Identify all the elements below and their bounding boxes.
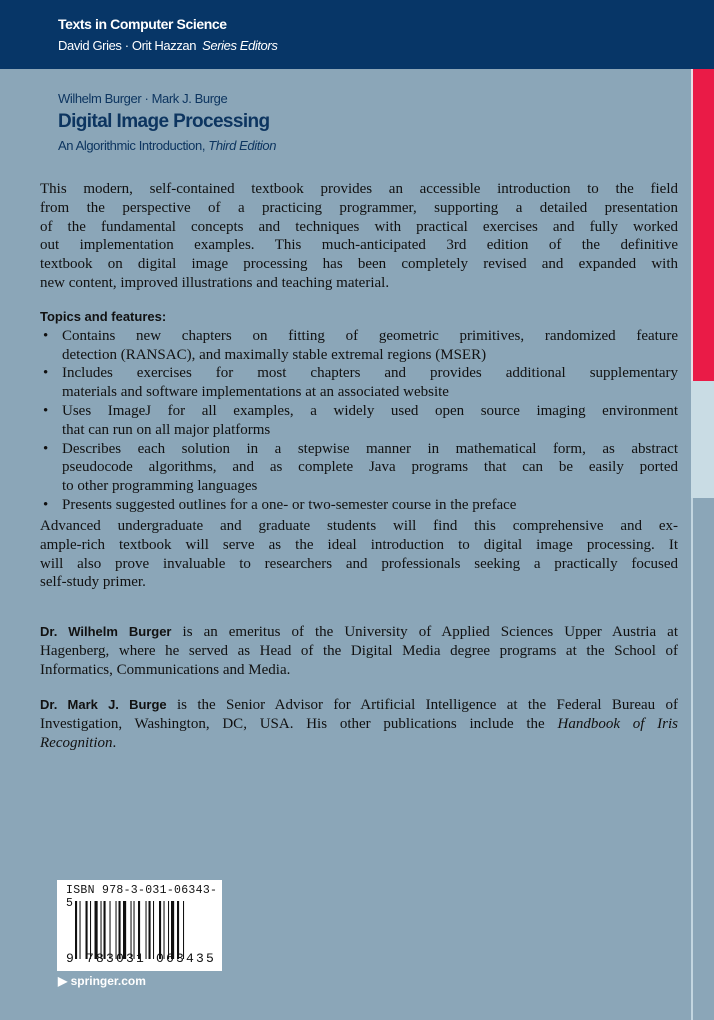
list-item [40, 402, 678, 440]
springer-link-text[interactable]: springer.com [70, 974, 146, 988]
text-line: will also prove invaluable to researchers and professionals seeking a practically focused [40, 555, 678, 572]
topics-list [40, 308, 678, 515]
list-item [40, 327, 678, 365]
text-line [40, 696, 678, 715]
text-line: from the perspective of a practicing programmer, supporting a detailed presentation [40, 199, 678, 216]
text-line: • Describes each solution in a stepwise manner in mathematical form, as abstract [62, 440, 678, 457]
text-line: • Contains new chapters on fitting of geometric primitives, randomized feature [62, 327, 678, 344]
isbn-text: ISBN 978-3-031-06343-5 [66, 884, 218, 910]
editors-names: David Gries · Orit Hazzan [58, 38, 197, 53]
list-item [40, 496, 678, 515]
author-bio-burger [40, 623, 678, 679]
text-line: • Presents suggested outlines for a one- or two-semester course in the preface [62, 496, 517, 513]
intro-paragraph [40, 180, 678, 293]
text-line: out implementation examples. This much-anticipated 3rd edition of the definitive [40, 237, 678, 254]
book-title: Digital Image Processing [58, 111, 270, 132]
text-line: that can run on all major platforms [62, 421, 271, 438]
text-line: textbook on digital image processing has been completely revised and expanded with [40, 256, 678, 273]
series-banner [0, 0, 714, 69]
text-line: • Uses ImageJ for all examples, a widely used open source imaging environment [62, 402, 678, 419]
text-line: to other programming languages [62, 478, 258, 495]
audience-paragraph [40, 517, 678, 592]
list-item [40, 364, 678, 402]
text-line: pseudocode algorithms, and as complete Java programs that can be easily ported [62, 459, 678, 476]
text-line [40, 734, 678, 753]
bio-text: Investigation, Washington, DC, USA. His other publications include the [40, 715, 558, 732]
text-line: Informatics, Communications and Media. [40, 661, 291, 678]
bio-name: Dr. Mark J. Burge [40, 697, 167, 712]
book-reference: Handbook of Iris [557, 715, 678, 732]
text-line: • Includes exercises for most chapters and provides additional supplementary [62, 365, 678, 382]
isbn-barcode [57, 880, 222, 971]
text-line: self-study primer. [40, 574, 146, 591]
text-line: of the fundamental concepts and techniques with practical exercises and fully worked [40, 218, 678, 235]
text-line: ample-rich textbook will serve as the ideal introduction to digital image processing. It [40, 536, 678, 553]
subtitle-text: An Algorithmic Introduction, [58, 138, 206, 153]
topics-heading: Topics and features: [40, 309, 167, 324]
text-line: Advanced undergraduate and graduate students will find this comprehensive and ex- [40, 518, 678, 534]
book-reference: Recognition [40, 734, 113, 751]
series-editors [58, 38, 277, 53]
text-line: This modern, self-contained textbook provides an accessible introduction to the field [40, 181, 678, 197]
bio-text: is an emeritus of the University of Applied Sciences Upper Austria at [171, 624, 678, 640]
book-subtitle [58, 138, 276, 153]
text-line: Hagenberg, where he served as Head of the Digital Media degree programs at the School of [40, 642, 678, 659]
book-authors: Wilhelm Burger · Mark J. Burge [58, 91, 228, 106]
barcode-digits: 9 783031 063435 [66, 951, 217, 966]
arrow-icon: ▶ [58, 974, 71, 988]
list-item [40, 440, 678, 496]
text-line [40, 623, 678, 642]
text-line: materials and software implementations at an associated website [62, 384, 449, 401]
series-title: Texts in Computer Science [58, 16, 227, 32]
springer-link[interactable] [58, 974, 146, 988]
text-line: new content, improved illustrations and teaching material. [40, 274, 390, 291]
edge-rule [691, 498, 693, 1020]
text-line: detection (RANSAC), and maximally stable extremal regions (MSER) [62, 346, 487, 363]
author-bio-burge [40, 696, 678, 752]
light-accent-strip [691, 381, 714, 498]
bio-text: is the Senior Advisor for Artificial Intelligence at the Federal Bureau of [166, 697, 678, 713]
red-accent-strip [693, 69, 714, 381]
bio-name: Dr. Wilhelm Burger [40, 624, 172, 639]
editors-role: Series Editors [202, 38, 278, 53]
bio-text: . [112, 734, 117, 751]
edition: Third Edition [208, 138, 277, 153]
text-line [40, 715, 678, 734]
